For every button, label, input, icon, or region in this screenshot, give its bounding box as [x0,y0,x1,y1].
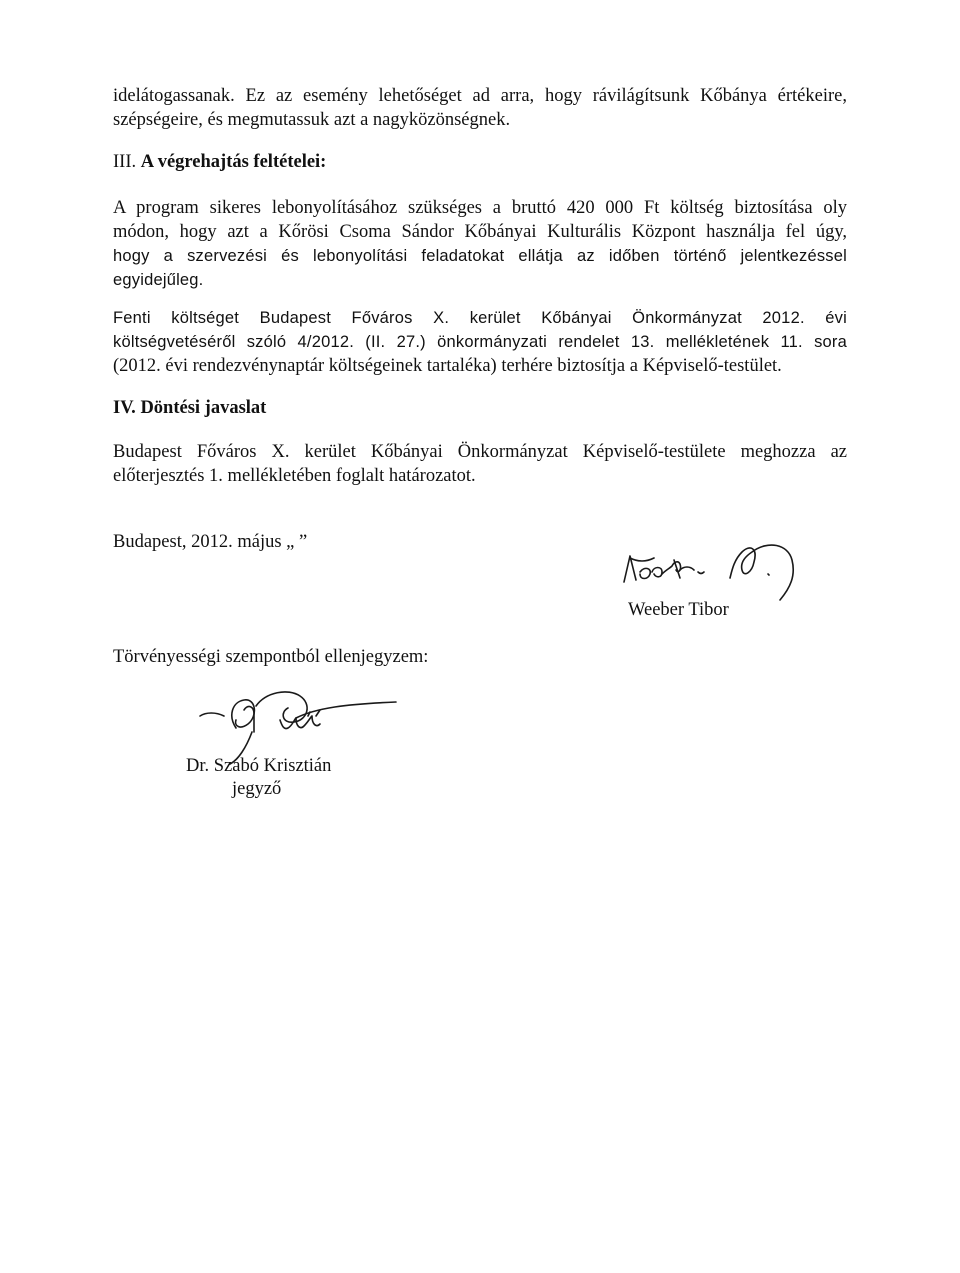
signature-weeber-tibor [618,522,818,604]
legal-countersign-note: Törvényességi szempontból ellenjegyzem: [113,647,429,667]
s3p1-line-2: módon, hogy azt a Kőrösi Csoma Sándor Kőbányai Kulturális Központ használja fel úgy, [113,222,847,242]
intro-line-2: szépségeire, és megmutassuk azt a nagyközönségnek. [113,110,511,130]
s4p1-line-2: előterjesztés 1. mellékletében foglalt határozatot. [113,466,476,486]
intro-paragraph [113,84,847,132]
place-date: Budapest, 2012. május „ ” [113,532,308,552]
s3p1-line-1: A program sikeres lebonyolításához szükséges a bruttó 420 000 Ft költség biztosítása oly [113,198,847,218]
s4p1-line-1: Budapest Főváros X. kerület Kőbányai Önkormányzat Képviselő-testülete meghozza az [113,442,847,462]
s3p2-line-1: Fenti költséget Budapest Főváros X. kerület Kőbányai Önkormányzat 2012. évi [113,309,847,327]
section-3-title: A végrehajtás feltételei: [140,152,327,172]
notary-name: Dr. Szabó Krisztián [186,756,332,776]
section-3-heading [113,150,326,174]
section-3-paragraph-1 [113,196,847,292]
s3p1-line-3: hogy a szervezési és lebonyolítási feladatokat ellátja az időben történő jelentkezéssel [113,247,847,265]
section-4-heading [113,396,266,420]
s3p2-line-3: (2012. évi rendezvénynaptár költségeinek tartaléka) terhére biztosítja a Képviselő-testület. [113,356,782,376]
intro-line-1: idelátogassanak. Ez az esemény lehetőséget ad arra, hogy rávilágítsunk Kőbánya értékeire, [113,86,847,106]
signer-name: Weeber Tibor [628,600,729,620]
section-3-paragraph-2 [113,306,847,378]
notary-title: jegyző [232,779,282,799]
s3p2-line-2: költségvetéséről szóló 4/2012. (II. 27.) önkormányzati rendelet 13. mellékletének 11. sora [113,333,847,351]
section-3-number: III. [113,152,137,172]
section-4-paragraph [113,440,847,488]
section-4-title: Döntési javaslat [140,398,267,418]
s3p1-line-4: egyidejűleg. [113,271,204,289]
section-4-number: IV. [113,398,136,418]
